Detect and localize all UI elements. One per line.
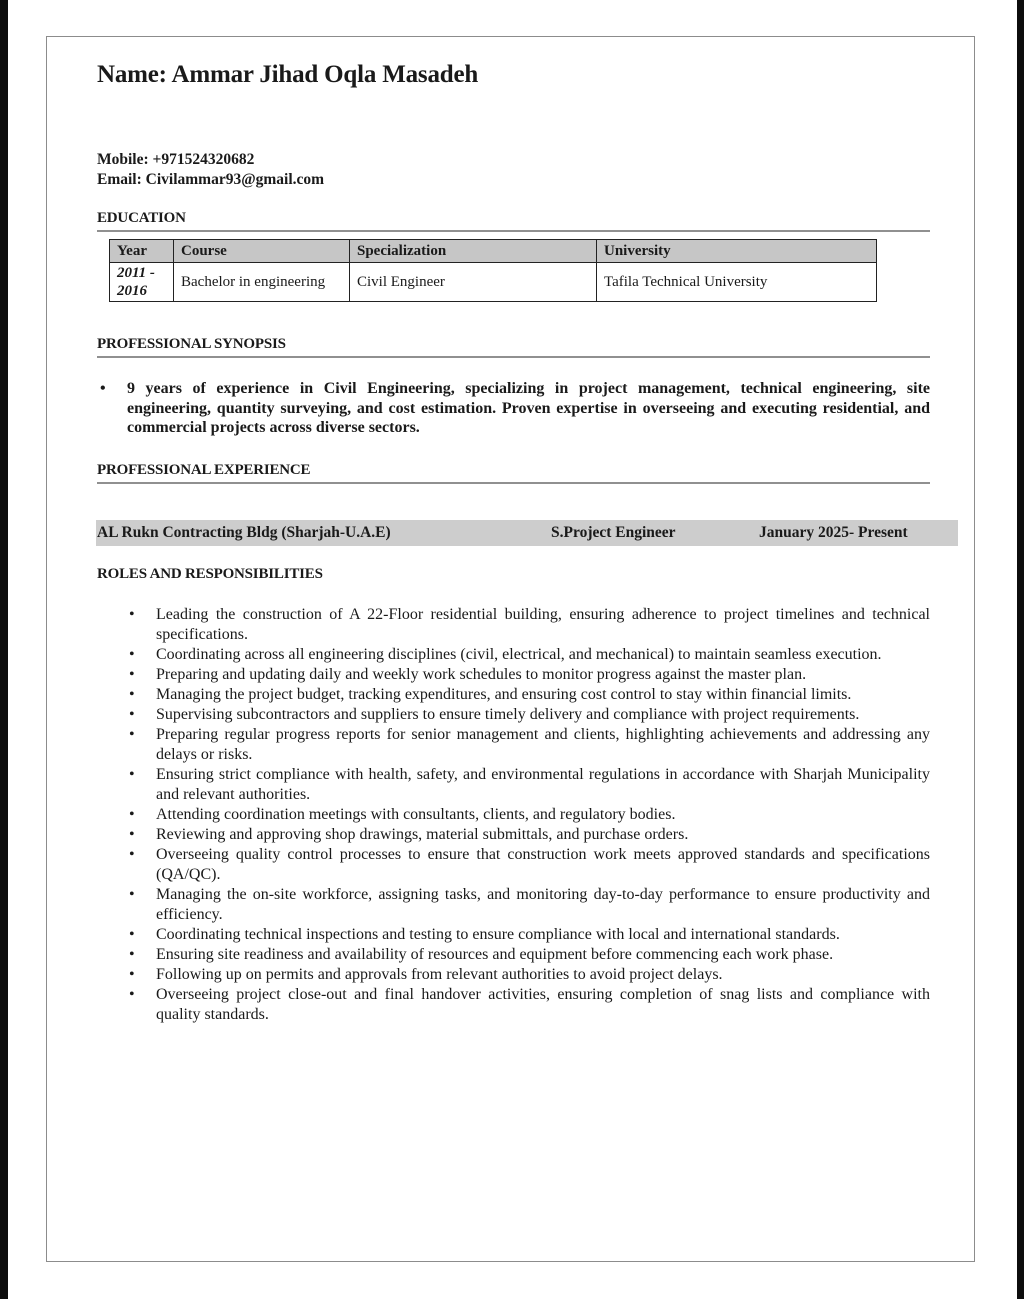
synopsis-item: • 9 years of experience in Civil Engineering, specializing in project management, technical engineering, site engineering, quantity surveying, and cost estimation. Proven expertise in overseeing and executing residential, and commercial projects across diverse sectors. [97, 379, 930, 438]
viewer-left-edge-bar [0, 0, 8, 1299]
role-item: • Leading the construction of A 22-Floor residential building, ensuring adherence to project timelines and technical specifications. [97, 605, 930, 645]
role-item: • Coordinating technical inspections and testing to ensure compliance with local and international standards. [97, 925, 930, 945]
email-label: Email: [97, 170, 142, 188]
synopsis-list [97, 379, 930, 438]
role-item: • Overseeing quality control processes to ensure that construction work meets approved standards and specifications (QA/QC). [97, 845, 930, 885]
education-table [109, 239, 877, 302]
education-year-cell: 2011 - 2016 [110, 263, 174, 302]
experience-job-title: S.Project Engineer [551, 523, 676, 541]
education-specialization-cell: Civil Engineer [350, 263, 597, 302]
education-table-row [110, 263, 877, 302]
education-university-cell: Tafila Technical University [597, 263, 877, 302]
role-item: • Ensuring site readiness and availability of resources and equipment before commencing each work phase. [97, 945, 930, 965]
email-line [97, 170, 930, 190]
role-item: • Managing the project budget, tracking expenditures, and ensuring cost control to stay within financial limits. [97, 685, 930, 705]
mobile-line [97, 150, 930, 170]
viewer-right-edge-bar [1017, 0, 1024, 1299]
synopsis-section-heading: PROFESSIONAL SYNOPSIS [97, 335, 930, 358]
education-section-heading: EDUCATION [97, 209, 930, 232]
roles-list [97, 605, 930, 1025]
education-col-university: University [597, 240, 877, 263]
role-item: • Coordinating across all engineering disciplines (civil, electrical, and mechanical) to maintain seamless execution. [97, 645, 930, 665]
contact-block [97, 150, 930, 189]
mobile-value: +971524320682 [152, 151, 255, 168]
role-item: • Following up on permits and approvals from relevant authorities to avoid project delays. [97, 965, 930, 985]
education-col-year: Year [110, 240, 174, 263]
role-item: • Ensuring strict compliance with health, safety, and environmental regulations in accordance with Sharjah Municipality and relevant authorities. [97, 765, 930, 805]
mobile-label: Mobile: [97, 151, 149, 168]
role-item: • Reviewing and approving shop drawings, material submittals, and purchase orders. [97, 825, 930, 845]
experience-period: January 2025- Present [759, 523, 908, 541]
role-item: • Preparing and updating daily and weekly work schedules to monitor progress against the master plan. [97, 665, 930, 685]
education-course-cell: Bachelor in engineering [174, 263, 350, 302]
education-table-header-row [110, 240, 877, 263]
document-sheet [46, 36, 975, 1262]
document-content [97, 37, 930, 1025]
education-col-specialization: Specialization [350, 240, 597, 263]
role-item: • Preparing regular progress reports for senior management and clients, highlighting achievements and addressing any delays or risks. [97, 725, 930, 765]
role-item: • Managing the on-site workforce, assigning tasks, and monitoring day-to-day performance to ensure productivity and efficiency. [97, 885, 930, 925]
experience-company: AL Rukn Contracting Bldg (Sharjah-U.A.E) [97, 523, 391, 541]
education-col-course: Course [174, 240, 350, 263]
experience-section-heading: PROFESSIONAL EXPERIENCE [97, 461, 930, 484]
role-item: • Attending coordination meetings with consultants, clients, and regulatory bodies. [97, 805, 930, 825]
experience-entry-band [96, 520, 958, 546]
role-item: • Supervising subcontractors and suppliers to ensure timely delivery and compliance with project requirements. [97, 705, 930, 725]
email-value: Civilammar93@gmail.com [145, 170, 325, 188]
role-item: • Overseeing project close-out and final handover activities, ensuring completion of snag lists and compliance with quality standards. [97, 985, 930, 1025]
roles-section-heading: ROLES AND RESPONSIBILITIES [97, 565, 323, 582]
candidate-name-heading: Name: Ammar Jihad Oqla Masadeh [97, 61, 479, 88]
